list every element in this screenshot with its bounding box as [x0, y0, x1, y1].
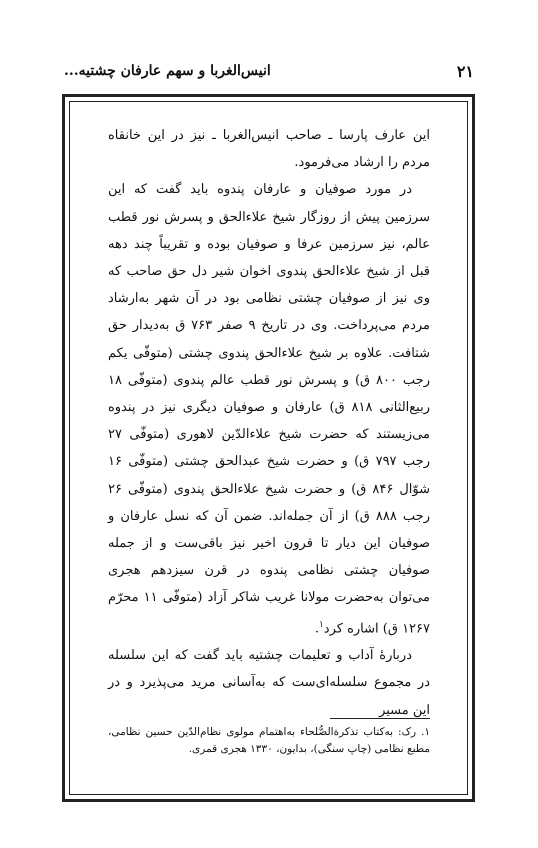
running-title: انیس‌الغربا و سهم عارفان چشتیه... — [64, 63, 271, 79]
paragraph-2 — [108, 176, 430, 642]
paragraph-3: دربارهٔ آداب و تعلیمات چشتیه باید گفت که این سلسله در مجموع سلسله‌ای‌ست که به‌آسانی مرید می‌پذیرد و در این مسیر — [108, 648, 430, 718]
footnote-divider — [330, 718, 430, 719]
paragraph-2-end: . — [314, 620, 319, 636]
body-text — [108, 122, 430, 724]
page-number: ۲۱ — [456, 62, 474, 81]
paragraph-2-text: در مورد صوفیان و عارفان پندوه باید گفت که این سرزمین پیش از روزگار شیخ علاءالحق و پسرش نور قطب عالم، نیز سرزمین عرفا و صوفیان بوده و تقریباً چند دهه قبل از شیخ علاءالحق پندوی اخوان شیر دل حق صاحب که وی نیز از صوفیان چشتی نظامی بود در آن شهر به‌ارشاد مردم می‌پرداخت. وی در تاریخ ۹ صفر ۷۶۳ ق به‌دیدار حق شتافت. علاوه بر شیخ علاءالحق پندوی چشتی (متوفّی یکم رجب ۸۰۰ ق) و پسرش نور قطب عالم پندوی (متوفّی ۱۸ ربیع‌الثانی ۸۱۸ ق) عارفان و صوفیان دیگری نیز در پندوه می‌زیستند که حضرت شیخ علاءالدّین لاهوری (متوفّی ۲۷ رجب ۷۹۷ ق) و حضرت شیخ عبدالحق چشتی (متوفّی ۱۶ شوّال ۸۴۶ ق) و حضرت شیخ علاءالحق پندوی (متوفّی ۲۶ رجب ۸۸۸ ق) از آن جمله‌اند. ضمن آن که نسل عارفان و صوفیان این دیار تا قرون اخیر نیز باقی‌ست و از جمله صوفیان چشتی نظامی پندوه در قرن سیزدهم هجری می‌توان به‌حضرت مولانا غریب شاکر آزاد (متوفّی ۱۱ محرّم ۱۲۶۷ ق) اشاره کرد — [108, 182, 431, 636]
footnote-reference: ۱ — [318, 619, 324, 630]
page-header — [64, 62, 474, 88]
paragraph-1: این عارف پارسا ـ صاحب انیس‌الغربا ـ نیز در این خانقاه مردم را ارشاد می‌فرمود. — [108, 128, 430, 171]
footnote: ۱. رک: به‌کتاب تذکرةالصُّلحاء به‌اهتمام مولوی نظام‌الدّین حسین نظامی، مطبع نظامی (چاپ سنگی)، بدایون، ۱۳۳۰ هجری قمری. — [108, 726, 430, 755]
